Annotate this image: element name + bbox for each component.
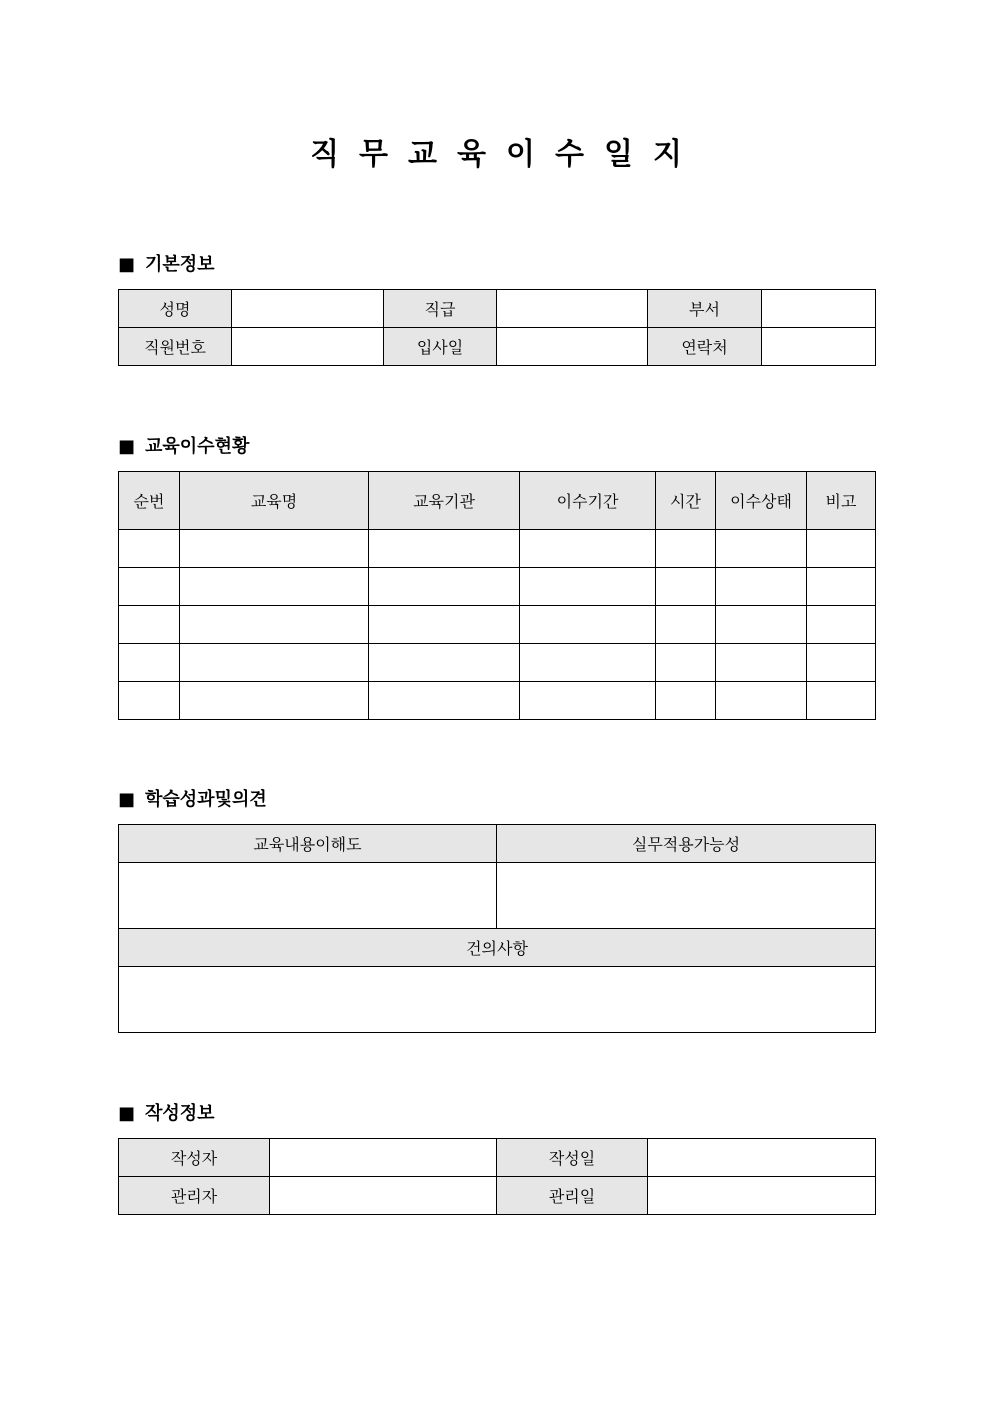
- number-cell[interactable]: [119, 530, 180, 568]
- number-cell[interactable]: [119, 568, 180, 606]
- period-cell[interactable]: [520, 682, 656, 720]
- status-cell[interactable]: [716, 644, 807, 682]
- hours-cell[interactable]: [656, 682, 716, 720]
- section-heading-label: 작성정보: [145, 1103, 215, 1124]
- period-cell[interactable]: [520, 530, 656, 568]
- course-name-cell[interactable]: [180, 644, 369, 682]
- department-field[interactable]: [762, 290, 876, 328]
- column-header-number: 순번: [119, 472, 180, 530]
- column-header-course-name: 교육명: [180, 472, 369, 530]
- institution-cell[interactable]: [369, 682, 520, 720]
- period-cell[interactable]: [520, 644, 656, 682]
- status-cell[interactable]: [716, 530, 807, 568]
- applicability-field[interactable]: [497, 863, 876, 929]
- table-row: [119, 290, 876, 328]
- learning-outcome-table: [118, 824, 876, 1033]
- rank-label: 직급: [384, 290, 497, 328]
- table-row: [119, 1139, 876, 1177]
- join-date-field[interactable]: [497, 328, 648, 366]
- institution-cell[interactable]: [369, 606, 520, 644]
- rank-field[interactable]: [497, 290, 648, 328]
- table-row: [119, 530, 876, 568]
- institution-cell[interactable]: [369, 530, 520, 568]
- writer-label: 작성자: [119, 1139, 270, 1177]
- course-name-cell[interactable]: [180, 568, 369, 606]
- table-row: [119, 644, 876, 682]
- education-history-table: [118, 471, 876, 720]
- section-heading-basic-info: [118, 254, 215, 276]
- hours-cell[interactable]: [656, 606, 716, 644]
- course-name-cell[interactable]: [180, 682, 369, 720]
- remarks-cell[interactable]: [807, 644, 876, 682]
- square-bullet-icon: ■: [118, 254, 136, 275]
- basic-info-table: [118, 289, 876, 366]
- table-row: [119, 1177, 876, 1215]
- contact-field[interactable]: [762, 328, 876, 366]
- remarks-cell[interactable]: [807, 530, 876, 568]
- written-date-field[interactable]: [648, 1139, 876, 1177]
- manager-label: 관리자: [119, 1177, 270, 1215]
- writer-field[interactable]: [270, 1139, 497, 1177]
- managed-date-field[interactable]: [648, 1177, 876, 1215]
- section-heading-education: [118, 436, 249, 458]
- column-header-period: 이수기간: [520, 472, 656, 530]
- section-heading-label: 교육이수현황: [145, 436, 250, 457]
- table-header-row: [119, 825, 876, 863]
- square-bullet-icon: ■: [118, 436, 136, 457]
- number-cell[interactable]: [119, 682, 180, 720]
- hours-cell[interactable]: [656, 644, 716, 682]
- institution-cell[interactable]: [369, 644, 520, 682]
- name-field[interactable]: [232, 290, 384, 328]
- suggestions-label: 건의사항: [119, 929, 876, 967]
- number-cell[interactable]: [119, 606, 180, 644]
- status-cell[interactable]: [716, 606, 807, 644]
- status-cell[interactable]: [716, 568, 807, 606]
- square-bullet-icon: ■: [118, 1103, 136, 1124]
- column-header-hours: 시간: [656, 472, 716, 530]
- table-row: [119, 682, 876, 720]
- number-cell[interactable]: [119, 644, 180, 682]
- suggestions-field[interactable]: [119, 967, 876, 1033]
- name-label: 성명: [119, 290, 232, 328]
- institution-cell[interactable]: [369, 568, 520, 606]
- document-title: 직무교육이수일지: [310, 137, 702, 172]
- author-info-table: [118, 1138, 876, 1215]
- status-cell[interactable]: [716, 682, 807, 720]
- employee-number-field[interactable]: [232, 328, 384, 366]
- join-date-label: 입사일: [384, 328, 497, 366]
- written-date-label: 작성일: [497, 1139, 648, 1177]
- table-row: [119, 568, 876, 606]
- hours-cell[interactable]: [656, 568, 716, 606]
- applicability-label: 실무적용가능성: [497, 825, 876, 863]
- table-row: [119, 863, 876, 929]
- section-heading-label: 기본정보: [145, 254, 215, 275]
- understanding-label: 교육내용이해도: [119, 825, 497, 863]
- table-row: [119, 328, 876, 366]
- table-header-row: [119, 929, 876, 967]
- column-header-status: 이수상태: [716, 472, 807, 530]
- managed-date-label: 관리일: [497, 1177, 648, 1215]
- section-heading-author: [118, 1103, 215, 1125]
- remarks-cell[interactable]: [807, 682, 876, 720]
- table-row: [119, 606, 876, 644]
- column-header-remarks: 비고: [807, 472, 876, 530]
- square-bullet-icon: ■: [118, 789, 136, 810]
- table-header-row: [119, 472, 876, 530]
- manager-field[interactable]: [270, 1177, 497, 1215]
- remarks-cell[interactable]: [807, 606, 876, 644]
- contact-label: 연락처: [648, 328, 762, 366]
- section-heading-outcome: [118, 789, 267, 811]
- course-name-cell[interactable]: [180, 606, 369, 644]
- period-cell[interactable]: [520, 606, 656, 644]
- section-heading-label: 학습성과및의견: [145, 789, 267, 810]
- column-header-institution: 교육기관: [369, 472, 520, 530]
- remarks-cell[interactable]: [807, 568, 876, 606]
- department-label: 부서: [648, 290, 762, 328]
- understanding-field[interactable]: [119, 863, 497, 929]
- course-name-cell[interactable]: [180, 530, 369, 568]
- employee-number-label: 직원번호: [119, 328, 232, 366]
- period-cell[interactable]: [520, 568, 656, 606]
- table-row: [119, 967, 876, 1033]
- hours-cell[interactable]: [656, 530, 716, 568]
